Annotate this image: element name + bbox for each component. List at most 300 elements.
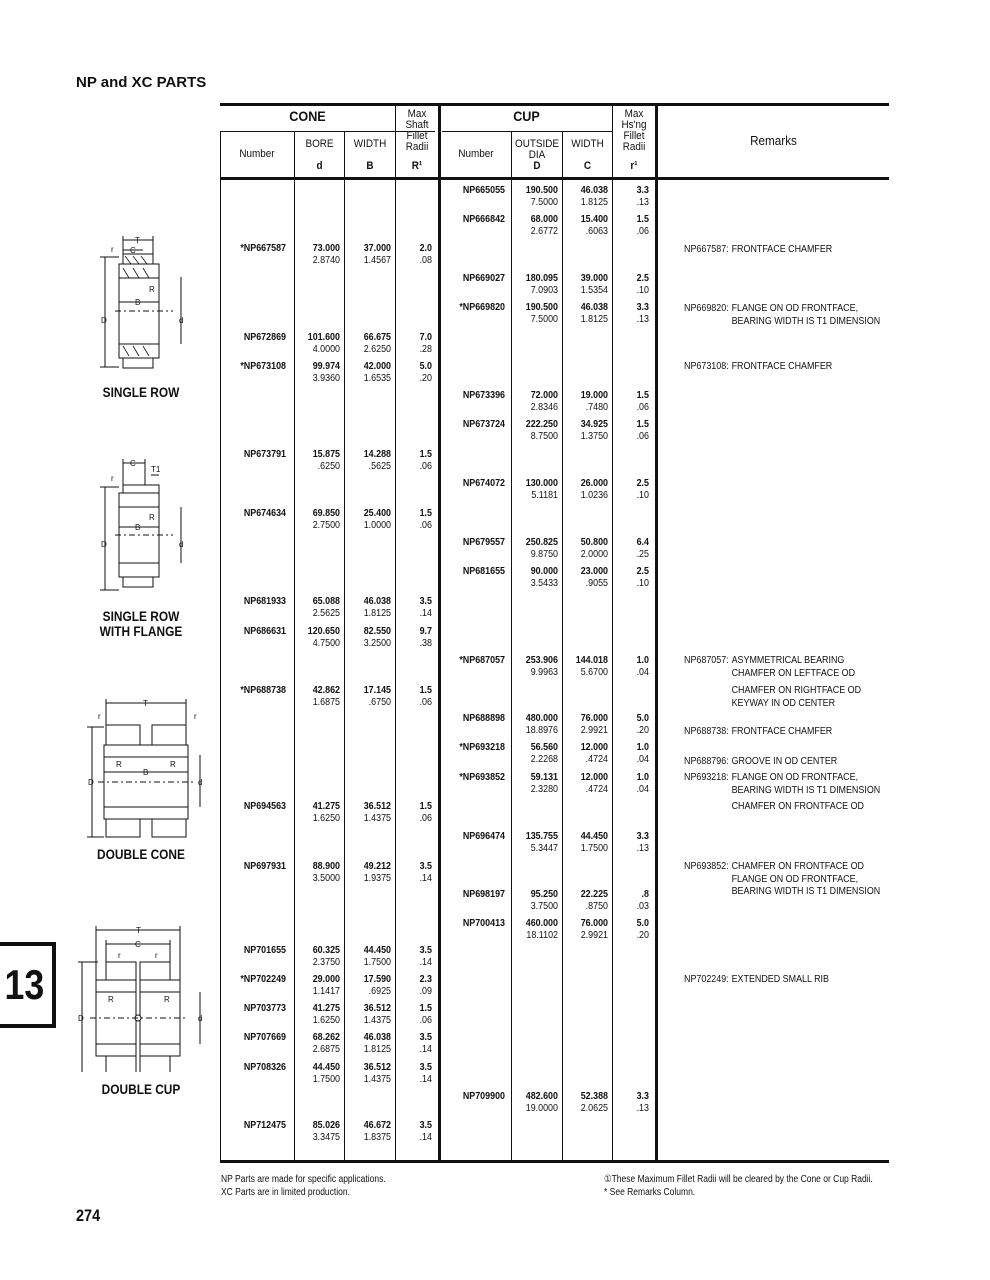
cup-outside-dia: [519, 536, 558, 560]
cone-bore-mm: 85.026: [312, 1119, 340, 1131]
housing-fillet-radius-in: .06: [636, 225, 649, 237]
cone-width-mm: 25.400: [363, 507, 391, 519]
remark-text: [732, 654, 855, 679]
shaft-fillet-radius-in: .14: [419, 1073, 432, 1085]
cone-bore: [302, 1119, 340, 1143]
cup-width: [570, 712, 608, 736]
cone-width-in: .6925: [368, 985, 391, 997]
header-bore: BORE: [305, 138, 334, 150]
table-bottom-rule: [220, 1160, 889, 1163]
cone-bore-in: 4.0000: [312, 343, 340, 355]
cup-width-mm: 144.018: [575, 654, 608, 666]
cone-bore: [302, 242, 340, 266]
housing-fillet-radius-in: .13: [636, 313, 649, 325]
shaft-fillet-radius-mm: 1.5: [419, 800, 432, 812]
shaft-fillet-radius-in: .14: [419, 1131, 432, 1143]
cup-number: NP673724: [462, 418, 505, 430]
cup-number: NP669027: [462, 272, 505, 284]
housing-fillet-radius-in: .04: [636, 783, 649, 795]
cup-width-mm: 76.000: [580, 712, 608, 724]
housing-fillet-radius-mm: 3.3: [636, 830, 649, 842]
cup-width: [570, 1090, 608, 1114]
remark-text: [732, 360, 833, 373]
housing-fillet-radius-mm: 1.5: [636, 389, 649, 401]
cone-width: [352, 684, 391, 708]
cup-number: *NP669820: [459, 301, 505, 313]
cup-number: NP666842: [462, 213, 505, 225]
cup-outside-dia-in: 7.0903: [530, 284, 558, 296]
dim-label-T: T: [143, 699, 148, 708]
cone-number: NP703773: [243, 1002, 286, 1014]
housing-fillet-radius-in: .10: [636, 577, 649, 589]
cup-outside-dia-mm: 190.500: [525, 301, 558, 313]
remark-part-number: NP687057:: [684, 654, 729, 666]
cone-width: [352, 1031, 391, 1055]
remark-part-number: NP667587:: [684, 243, 729, 255]
housing-fillet-radius-mm: 1.0: [636, 654, 649, 666]
shaft-fillet-radius-mm: 3.5: [419, 595, 432, 607]
remark-entry: [684, 360, 832, 373]
cup-outside-dia-mm: 480.000: [525, 712, 558, 724]
cone-bore-in: 2.8740: [312, 254, 340, 266]
dim-label-T: T: [136, 926, 141, 935]
cone-width: [352, 242, 391, 266]
dim-label-r: r: [111, 474, 114, 483]
header-housing-fillet: Max Hs'ng Fillet Radii: [621, 108, 647, 153]
cup-width: [570, 771, 608, 795]
col-rule: [511, 131, 512, 1163]
cone-bore-mm: 101.600: [307, 331, 340, 343]
header-cup-number: Number: [458, 148, 494, 160]
dim-label-d: d: [179, 540, 184, 549]
remark-part-number: NP688796:: [684, 755, 729, 767]
cone-bore-mm: 44.450: [312, 1061, 340, 1073]
header-housing-fillet-symbol: r¹: [630, 160, 638, 172]
cup-number: NP696474: [462, 830, 505, 842]
cup-outside-dia-in: 5.3447: [530, 842, 558, 854]
cone-bore: [302, 944, 340, 968]
cone-width-mm: 44.450: [363, 944, 391, 956]
housing-fillet-radius-in: .20: [636, 929, 649, 941]
housing-fillet-radius-mm: 5.0: [636, 917, 649, 929]
dim-label-r: r: [118, 951, 121, 960]
cone-bore-mm: 65.088: [312, 595, 340, 607]
cone-number: NP694563: [243, 800, 286, 812]
col-rule-thick: [655, 106, 658, 1163]
cone-bore-mm: 42.862: [312, 684, 340, 696]
cone-width: [352, 1002, 391, 1026]
cup-width-in: .7480: [585, 401, 608, 413]
dim-label-C: C: [130, 246, 136, 255]
housing-fillet-radius-mm: 3.3: [636, 301, 649, 313]
cone-bore-in: 1.1417: [312, 985, 340, 997]
housing-fillet-radius: [618, 536, 649, 560]
page-number: 274: [76, 1206, 101, 1225]
cup-outside-dia-in: 2.6772: [530, 225, 558, 237]
housing-fillet-radius: [618, 830, 649, 854]
housing-fillet-radius-in: .04: [636, 753, 649, 765]
footnote-left: NP Parts are made for specific applications. XC Parts are in limited production.: [221, 1174, 386, 1198]
header-cup-width-symbol: C: [583, 160, 592, 172]
cup-outside-dia-in: 9.8750: [530, 548, 558, 560]
housing-fillet-radius: [618, 654, 649, 678]
cone-width: [352, 800, 391, 824]
housing-fillet-radius: [618, 184, 649, 208]
housing-fillet-radius-in: .06: [636, 401, 649, 413]
remark-line: CHAMFER ON FRONTFACE OD: [731, 860, 865, 872]
cup-outside-dia-mm: 460.000: [525, 917, 558, 929]
remark-line: BEARING WIDTH IS T1 DIMENSION: [731, 885, 881, 897]
cup-outside-dia-in: 18.8976: [525, 724, 558, 736]
cone-width-in: 1.8125: [363, 1043, 391, 1055]
cup-subheader-rule: [442, 131, 612, 132]
shaft-fillet-radius: [401, 1119, 432, 1143]
remark-line: FLANGE ON OD FRONTFACE,: [731, 771, 859, 783]
housing-fillet-radius-mm: 3.3: [636, 184, 649, 196]
remark-part-number: NP669820:: [684, 302, 729, 314]
cup-width-in: 2.9921: [580, 929, 608, 941]
cup-outside-dia-in: 2.3280: [530, 783, 558, 795]
dim-label-B: B: [135, 298, 141, 307]
cone-bore-in: 2.5625: [312, 607, 340, 619]
cup-width-in: .9055: [585, 577, 608, 589]
cup-width-in: 1.0236: [580, 489, 608, 501]
cup-width: [570, 565, 608, 589]
header-cone-width: WIDTH: [353, 138, 387, 150]
cup-number: NP673396: [462, 389, 505, 401]
cone-width-mm: 17.590: [363, 973, 391, 985]
dim-label-r: r: [194, 712, 197, 721]
cup-width-mm: 46.038: [580, 184, 608, 196]
cone-width-mm: 49.212: [363, 860, 391, 872]
cone-number: NP672869: [243, 331, 286, 343]
shaft-fillet-radius-mm: 3.5: [419, 944, 432, 956]
cup-width-mm: 23.000: [580, 565, 608, 577]
section-tab-number: 13: [4, 961, 44, 1008]
housing-fillet-radius: [618, 389, 649, 413]
cup-width: [570, 301, 608, 325]
single-row-flange-bearing-diagram: [95, 455, 195, 595]
cone-width-mm: 46.038: [363, 1031, 391, 1043]
cup-width: [570, 888, 608, 912]
cone-number: NP697931: [243, 860, 286, 872]
shaft-fillet-radius-mm: 3.5: [419, 1119, 432, 1131]
cone-bore: [302, 684, 340, 708]
housing-fillet-radius: [618, 1090, 649, 1114]
cup-outside-dia: [519, 565, 558, 589]
dim-label-R: R: [149, 513, 155, 522]
shaft-fillet-radius-mm: 7.0: [419, 331, 432, 343]
cone-width-in: 1.4375: [363, 1073, 391, 1085]
shaft-fillet-radius-in: .38: [419, 637, 432, 649]
cup-outside-dia-in: 7.5000: [530, 196, 558, 208]
cone-bore: [302, 331, 340, 355]
remark-line: KEYWAY IN OD CENTER: [731, 696, 836, 709]
section-tab: [0, 942, 56, 1028]
cone-bore-in: 3.3475: [312, 1131, 340, 1143]
cone-width-mm: 17.145: [363, 684, 391, 696]
cup-number: NP665055: [462, 184, 505, 196]
cone-width: [352, 331, 391, 355]
cone-bore-mm: 60.325: [312, 944, 340, 956]
remark-part-number: NP693852:: [684, 860, 729, 872]
remark-entry: [684, 755, 837, 768]
dim-label-D: D: [78, 1014, 84, 1023]
cone-bore-mm: 69.850: [312, 507, 340, 519]
cone-bore: [302, 360, 340, 384]
cup-outside-dia: [519, 741, 558, 765]
cone-bore: [302, 1002, 340, 1026]
remark-text: [732, 800, 864, 813]
cone-width-in: 1.9375: [363, 872, 391, 884]
housing-fillet-radius-mm: 1.5: [636, 213, 649, 225]
cup-outside-dia-in: 3.7500: [530, 900, 558, 912]
cup-outside-dia-mm: 95.250: [530, 888, 558, 900]
housing-fillet-radius-mm: 2.5: [636, 477, 649, 489]
cup-outside-dia-in: 5.1181: [531, 489, 558, 501]
cone-bore: [302, 800, 340, 824]
cone-bore: [302, 595, 340, 619]
shaft-fillet-radius: [401, 860, 432, 884]
housing-fillet-radius: [618, 565, 649, 589]
housing-fillet-radius: [618, 917, 649, 941]
housing-fillet-radius-in: .25: [636, 548, 649, 560]
cone-width-mm: 37.000: [363, 242, 391, 254]
cup-width: [570, 654, 608, 678]
cone-bore: [302, 1061, 340, 1085]
remark-part-number: NP702249:: [684, 973, 729, 985]
cone-bore: [302, 448, 340, 472]
remark-line: CHAMFER ON RIGHTFACE OD: [731, 684, 862, 696]
housing-fillet-radius-in: .03: [636, 900, 649, 912]
cup-outside-dia-in: 18.1102: [526, 929, 558, 941]
housing-fillet-radius-mm: 3.3: [636, 1090, 649, 1102]
housing-fillet-radius-in: .10: [636, 489, 649, 501]
cup-number: NP700413: [462, 917, 505, 929]
remark-line: FRONTFACE CHAMFER: [731, 725, 833, 737]
cone-bore-in: 1.7500: [312, 1073, 340, 1085]
cup-width-mm: 76.000: [580, 917, 608, 929]
header-remarks: Remarks: [750, 133, 797, 148]
cup-outside-dia: [519, 654, 558, 678]
cone-bore-mm: 120.650: [307, 625, 340, 637]
cup-width-in: .6063: [585, 225, 608, 237]
cone-bore: [302, 507, 340, 531]
shaft-fillet-radius: [401, 625, 432, 649]
shaft-fillet-radius-in: .14: [419, 872, 432, 884]
cup-width-mm: 34.925: [580, 418, 608, 430]
cone-width: [352, 860, 391, 884]
shaft-fillet-radius-in: .06: [419, 1014, 432, 1026]
remark-entry: [684, 800, 864, 813]
shaft-fillet-radius: [401, 1061, 432, 1085]
cone-bore-mm: 88.900: [312, 860, 340, 872]
cone-width-in: 1.4375: [363, 812, 391, 824]
figure-label-double-cone: DOUBLE CONE: [97, 846, 185, 862]
table-top-rule: [220, 103, 889, 106]
cup-outside-dia: [519, 213, 558, 237]
remark-line: CHAMFER ON LEFTFACE OD: [731, 666, 856, 679]
dim-label-R: R: [108, 995, 114, 1004]
cone-width-mm: 36.512: [363, 1002, 391, 1014]
cone-width: [352, 973, 391, 997]
cup-outside-dia: [519, 389, 558, 413]
cup-width-mm: 50.800: [580, 536, 608, 548]
shaft-fillet-radius-mm: 1.5: [419, 448, 432, 460]
remark-entry: [684, 243, 832, 256]
dim-label-T1: T1: [151, 465, 161, 474]
shaft-fillet-radius: [401, 360, 432, 384]
housing-fillet-radius-in: .13: [636, 196, 649, 208]
cup-number: NP688898: [462, 712, 505, 724]
cup-width-in: 5.6700: [580, 666, 608, 678]
shaft-fillet-radius-in: .20: [419, 372, 432, 384]
cup-outside-dia-mm: 482.600: [525, 1090, 558, 1102]
housing-fillet-radius-mm: 2.5: [636, 272, 649, 284]
cone-width-mm: 42.000: [363, 360, 391, 372]
cup-outside-dia-in: 2.8346: [530, 401, 558, 413]
dim-label-d: d: [198, 778, 203, 787]
cone-bore-mm: 15.875: [312, 448, 340, 460]
cone-bore-in: 1.6875: [312, 696, 340, 708]
cup-width-mm: 12.000: [580, 741, 608, 753]
housing-fillet-radius-in: .06: [636, 430, 649, 442]
header-cup-width: WIDTH: [571, 138, 604, 150]
cup-outside-dia-mm: 190.500: [525, 184, 558, 196]
cone-width-in: 1.4375: [363, 1014, 391, 1026]
cone-width-mm: 46.672: [363, 1119, 391, 1131]
dim-label-C: C: [135, 940, 141, 949]
dim-label-D: D: [88, 778, 94, 787]
shaft-fillet-radius-in: .06: [419, 696, 432, 708]
housing-fillet-radius: [618, 301, 649, 325]
dim-label-R: R: [164, 995, 170, 1004]
shaft-fillet-radius-mm: 3.5: [419, 860, 432, 872]
cone-bore-in: 1.6250: [312, 812, 340, 824]
cup-outside-dia-mm: 180.095: [525, 272, 558, 284]
cup-outside-dia-mm: 250.825: [525, 536, 558, 548]
shaft-fillet-radius: [401, 800, 432, 824]
shaft-fillet-radius-in: .06: [419, 812, 432, 824]
shaft-fillet-radius-mm: 5.0: [419, 360, 432, 372]
remark-text: [732, 302, 881, 327]
cone-width-in: 1.0000: [363, 519, 391, 531]
dim-label-d: d: [179, 316, 184, 325]
shaft-fillet-radius-mm: 3.5: [419, 1061, 432, 1073]
shaft-fillet-radius: [401, 944, 432, 968]
dim-label-D: D: [101, 316, 107, 325]
cone-bore-in: 2.3750: [312, 956, 340, 968]
cup-width-mm: 12.000: [580, 771, 608, 783]
cup-outside-dia-in: 2.2268: [530, 753, 558, 765]
cone-number: *NP667587: [240, 242, 286, 254]
col-rule-thick: [438, 106, 441, 1163]
housing-fillet-radius: [618, 888, 649, 912]
cup-width: [570, 389, 608, 413]
cone-number: *NP688738: [240, 684, 286, 696]
remark-part-number: NP688738:: [684, 725, 729, 737]
shaft-fillet-radius-in: .14: [419, 607, 432, 619]
cone-bore-in: 3.5000: [312, 872, 340, 884]
housing-fillet-radius: [618, 477, 649, 501]
cup-outside-dia: [519, 830, 558, 854]
cup-width-in: 1.8125: [580, 313, 608, 325]
remark-line: GROOVE IN OD CENTER: [731, 755, 838, 767]
shaft-fillet-radius-mm: 1.5: [419, 684, 432, 696]
remark-text: [732, 725, 833, 738]
shaft-fillet-radius-in: .09: [419, 985, 432, 997]
cone-width: [352, 1061, 391, 1085]
col-rule: [562, 131, 563, 1163]
housing-fillet-radius-mm: 1.0: [636, 741, 649, 753]
cone-width: [352, 448, 391, 472]
cone-width-in: 1.4567: [363, 254, 391, 266]
cone-width: [352, 1119, 391, 1143]
header-outside-dia-symbol: D: [533, 160, 541, 172]
cup-outside-dia: [519, 917, 558, 941]
shaft-fillet-radius: [401, 242, 432, 266]
cup-outside-dia-mm: 56.560: [530, 741, 558, 753]
shaft-fillet-radius: [401, 331, 432, 355]
housing-fillet-radius-in: .10: [636, 284, 649, 296]
dim-label-r: r: [111, 245, 114, 254]
shaft-fillet-radius-mm: 1.5: [419, 1002, 432, 1014]
cup-outside-dia-in: 8.7500: [530, 430, 558, 442]
cup-number: NP674072: [462, 477, 505, 489]
remark-text: [732, 243, 833, 256]
housing-fillet-radius-in: .20: [636, 724, 649, 736]
cone-width: [352, 507, 391, 531]
remark-line: CHAMFER ON FRONTFACE OD: [731, 800, 865, 812]
dim-label-B: B: [135, 523, 141, 532]
cup-width: [570, 830, 608, 854]
cup-outside-dia-in: 9.9963: [530, 666, 558, 678]
cup-outside-dia: [519, 184, 558, 208]
shaft-fillet-radius-in: .06: [419, 519, 432, 531]
remark-text: [732, 973, 829, 986]
housing-fillet-radius-mm: 5.0: [636, 712, 649, 724]
cup-outside-dia: [519, 272, 558, 296]
cone-bore-in: .6250: [317, 460, 340, 472]
cone-width-mm: 82.550: [363, 625, 391, 637]
header-bottom-rule: [220, 177, 889, 180]
cup-outside-dia-mm: 68.000: [530, 213, 558, 225]
remark-text: [732, 684, 861, 709]
cup-outside-dia-mm: 130.000: [525, 477, 558, 489]
cone-width-in: 2.6250: [363, 343, 391, 355]
shaft-fillet-radius-mm: 2.0: [419, 242, 432, 254]
cone-width-mm: 14.288: [363, 448, 391, 460]
cup-width-in: .8750: [585, 900, 608, 912]
remark-text: [732, 860, 881, 898]
cup-width: [570, 741, 608, 765]
housing-fillet-radius-mm: 2.5: [636, 565, 649, 577]
cone-bore: [302, 860, 340, 884]
cup-outside-dia-mm: 222.250: [525, 418, 558, 430]
cup-width: [570, 536, 608, 560]
cup-outside-dia-in: 19.0000: [525, 1102, 558, 1114]
cone-number: NP712475: [243, 1119, 286, 1131]
cup-width-in: 1.8125: [580, 196, 608, 208]
cup-outside-dia-in: 3.5433: [530, 577, 558, 589]
cup-width-in: .4724: [585, 753, 608, 765]
dim-label-R: R: [170, 760, 176, 769]
housing-fillet-radius: [618, 272, 649, 296]
housing-fillet-radius-mm: 6.4: [636, 536, 649, 548]
shaft-fillet-radius: [401, 1031, 432, 1055]
cone-bore: [302, 973, 340, 997]
remark-line: ASYMMETRICAL BEARING: [731, 654, 845, 666]
